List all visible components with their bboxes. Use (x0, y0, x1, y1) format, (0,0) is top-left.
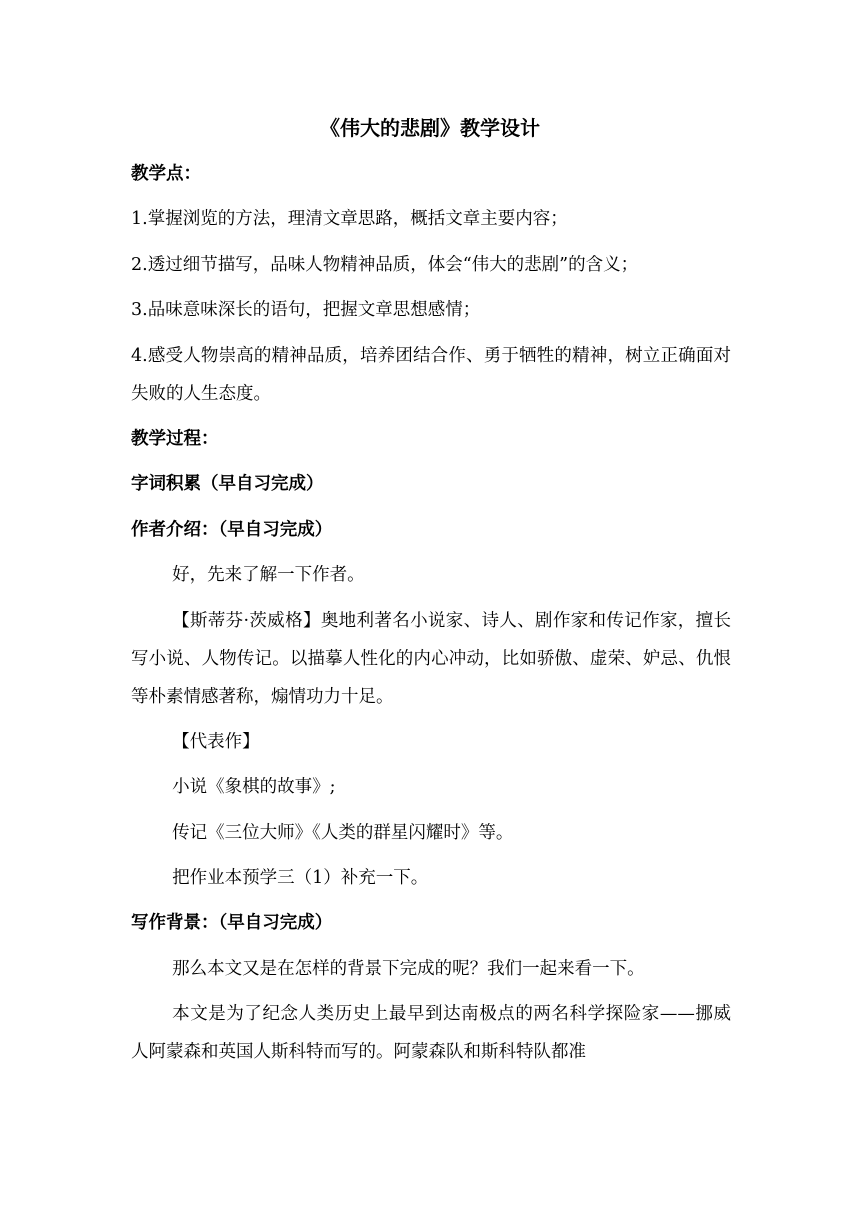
background-text: 本文是为了纪念人类历史上最早到达南极点的两名科学探险家——挪威人阿蒙森和英国人斯科特而写的。阿蒙森队和斯科特队都准 (131, 1004, 731, 1063)
works-heading: 【代表作】 (172, 731, 260, 752)
author-paragraph (131, 602, 731, 716)
works-biography: 传记《三位大师》《人类的群星闪耀时》等。 (172, 822, 514, 843)
works-novel: 小说《象棋的故事》; (172, 777, 336, 798)
document-body (131, 155, 731, 1079)
objective-item: 3.品味意味深长的语句，把握文章思想感情； (131, 300, 481, 321)
vocab-heading: 字词积累（早自习完成） (131, 474, 324, 495)
author-description: 奥地利著名小说家、诗人、剧作家和传记作家，擅长写小说、人物传记。以描摹人性化的内心冲动，比如骄傲、虚荣、妒忌、仇恨等朴素情感著称，煽情功力十足。 (131, 610, 731, 707)
author-intro: 好，先来了解一下作者。 (172, 565, 365, 586)
background-heading: 写作背景：（早自习完成） (131, 913, 333, 934)
objective-item: 1.掌握浏览的方法，理清文章思路，概括文章主要内容； (131, 209, 568, 230)
homework-note: 把作业本预学三（1）补充一下。 (172, 868, 429, 889)
objective-item: 4.感受人物崇高的精神品质，培养团结合作、勇于牺牲的精神，树立正确面对失败的人生态度。 (131, 345, 731, 404)
process-heading: 教学过程： (131, 428, 219, 449)
background-intro: 那么本文又是在怎样的背景下完成的呢？我们一起来看一下。 (172, 958, 645, 979)
objective-item: 2.透过细节描写，品味人物精神品质，体会“伟大的悲剧”的含义； (131, 254, 639, 275)
document-title: 《伟大的悲剧》教学设计 (320, 116, 540, 140)
objectives-heading: 教学点： (131, 164, 201, 184)
author-name: 【斯蒂芬·茨威格】 (172, 610, 321, 631)
author-heading: 作者介绍：（早自习完成） (131, 519, 333, 540)
